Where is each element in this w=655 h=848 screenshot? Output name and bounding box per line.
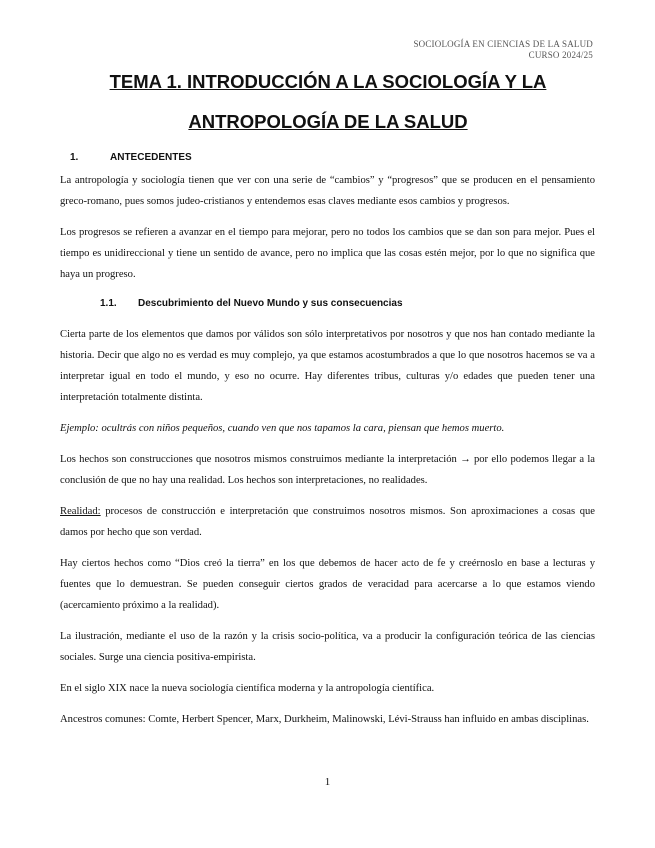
paragraph-ilustracion: La ilustración, mediante el uso de la razón y la crisis socio-política, va a producir la configuración teórica de las ciencias sociales. Surge una ciencia positiva-empirista. [60,631,595,663]
paragraph-siglo-xix: En el siglo XIX nace la nueva sociología científica moderna y la antropología científica. [60,683,435,694]
course-year: CURSO 2024/25 [528,50,593,60]
definition-realidad: procesos de construcción e interpretación que construimos nosotros mismos. Son aproximaciones a cosas que damos por hecho que son verdad. [60,506,595,538]
section-heading-antecedentes [60,149,595,167]
term-realidad: Realidad: [60,506,101,517]
document-body [60,149,595,740]
course-title: SOCIOLOGÍA EN CIENCIAS DE LA SALUD [413,39,593,49]
paragraph-antecedentes-1: La antropología y sociología tienen que ver con una serie de “cambios” y “progresos” que se producen en el pensamiento greco-romano, pues somos judeo-cristianos y entendemos esas claves mediante esos cambios y progresos. [60,175,595,207]
paragraph-antecedentes-2: Los progresos se refieren a avanzar en el tiempo para mejorar, pero no todos los cambios que se dan son para mejor. Pues el tiempo es unidireccional y tiene un sentido de avance, pero no implica que las cosas estén mejor, por lo que no significa que haya un progreso. [60,227,595,280]
subsection-number: 1.1. [100,298,117,309]
section-number: 1. [70,152,79,163]
paragraph-interpretacion: Cierta parte de los elementos que damos por válidos son sólo interpretativos por nosotros y que nos han contado mediante la historia. Decir que algo no es verdad es muy complejo, ya que estamos acostumbrados a que lo que nosotros hacemos se va a interpretar igual en todo el mundo, y eso no ocurre. Hay diferentes tribus, culturas y/o edades que pueden tener una interpretación totalmente distinta. [60,329,595,403]
document-title [60,62,596,142]
paragraph-ejemplo: Ejemplo: ocultrás con niños pequeños, cuando ven que nos tapamos la cara, piensan que hemos muerto. [60,423,505,434]
paragraph-fe: Hay ciertos hechos como “Dios creó la tierra” en los que debemos de hacer acto de fe y creérnoslo en base a lecturas y fuentes que lo demuestran. Se pueden conseguir ciertos grados de veracidad para acercarse a lo que estamos viendo (acercamiento próximo a la realidad). [60,558,595,611]
paragraph-realidad [60,501,595,543]
title-line-2: ANTROPOLOGÍA DE LA SALUD [188,111,468,132]
paragraph-ancestros: Ancestros comunes: Comte, Herbert Spencer, Marx, Durkheim, Malinowski, Lévi-Strauss han influido en ambas disciplinas. [60,714,589,725]
section-title: ANTECEDENTES [110,152,192,163]
title-line-1: TEMA 1. INTRODUCCIÓN A LA SOCIOLOGÍA Y LA [109,71,547,92]
page-number: 1 [324,776,331,788]
running-header [413,39,593,61]
subsection-heading-nuevo-mundo [60,295,595,313]
paragraph-hechos: Los hechos son construcciones que nosotros mismos construimos mediante la interpretación → por ello podemos llegar a la conclusión de que no hay una realidad. Los hechos son interpretaciones, no realidades. [60,454,595,486]
subsection-title: Descubrimiento del Nuevo Mundo y sus consecuencias [138,298,403,309]
